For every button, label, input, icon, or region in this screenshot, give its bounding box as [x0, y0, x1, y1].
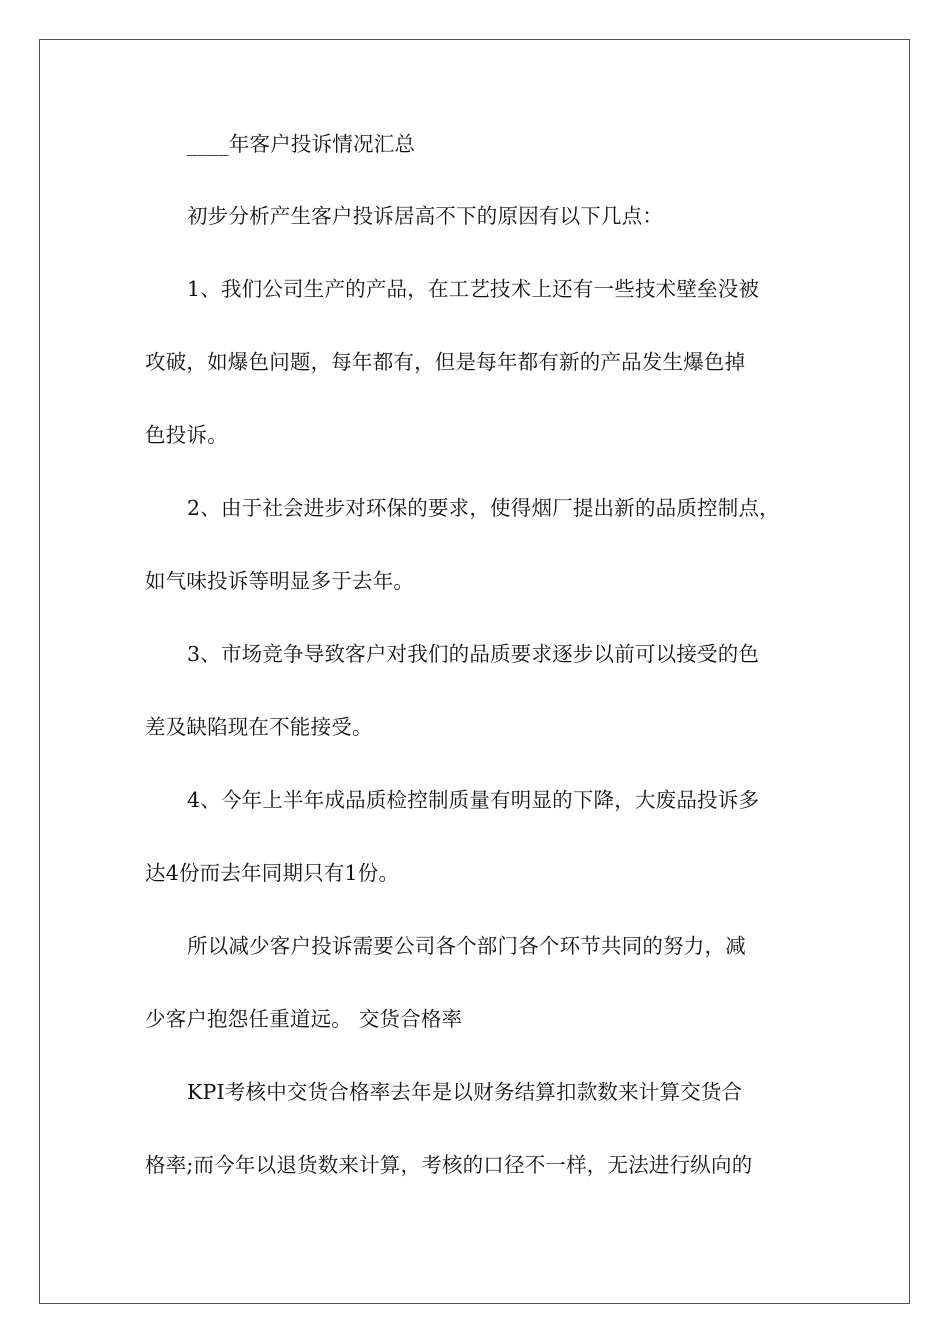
paragraph-point-2-line-2: 如气味投诉等明显多于去年。 [145, 569, 415, 593]
paragraph-point-4-line-1: 4、今年上半年成品质检控制质量有明显的下降，大废品投诉多 [187, 788, 760, 812]
paragraph-point-3-line-1: 3、市场竞争导致客户对我们的品质要求逐步以前可以接受的色 [187, 642, 760, 666]
paragraph-conclusion-line-1: 所以减少客户投诉需要公司各个部门各个环节共同的努力，减 [187, 934, 746, 958]
paragraph-conclusion-line-2: 少客户抱怨任重道远。 交货合格率 [145, 1007, 463, 1031]
paragraph-point-1-line-3: 色投诉。 [145, 423, 228, 447]
paragraph-point-1-line-2: 攻破，如爆色问题，每年都有，但是每年都有新的产品发生爆色掉 [145, 350, 746, 374]
paragraph-kpi-line-2: 格率;而今年以退货数来计算，考核的口径不一样，无法进行纵向的 [145, 1153, 753, 1177]
document-title: ____年客户投诉情况汇总 [187, 132, 416, 156]
paragraph-point-3-line-2: 差及缺陷现在不能接受。 [145, 715, 373, 739]
paragraph-point-1-line-1: 1、我们公司生产的产品，在工艺技术上还有一些技术壁垒没被 [187, 277, 760, 301]
paragraph-intro: 初步分析产生客户投诉居高不下的原因有以下几点： [187, 204, 664, 228]
paragraph-point-2-line-1: 2、由于社会进步对环保的要求，使得烟厂提出新的品质控制点， [187, 496, 780, 520]
paragraph-kpi-line-1: KPI考核中交货合格率去年是以财务结算扣款数来计算交货合 [187, 1080, 743, 1104]
paragraph-point-4-line-2: 达4份而去年同期只有1份。 [145, 861, 400, 885]
